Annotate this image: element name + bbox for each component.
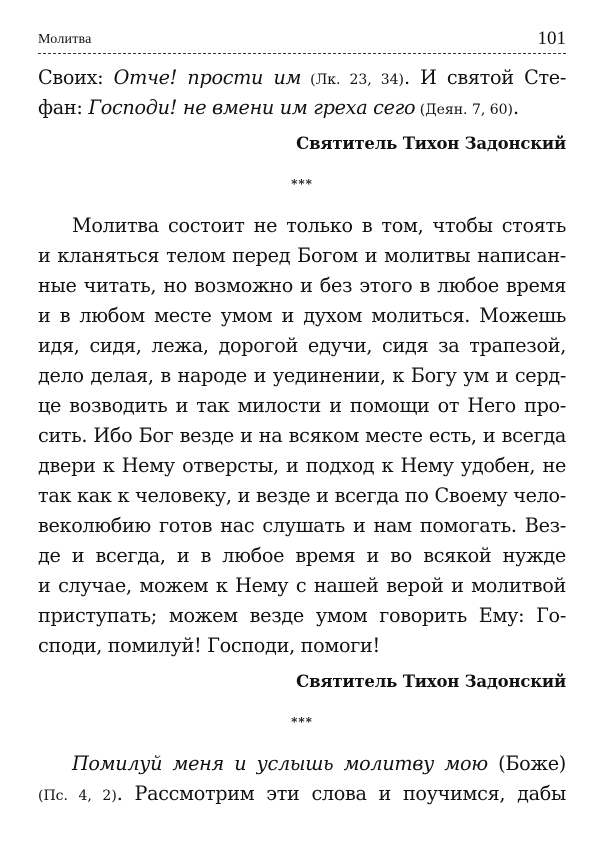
text-line: и в любом месте умом и духом молиться. Можешь [38,304,566,327]
text-run: . Рассмотрим эти слова и поучимся, дабы [116,782,566,805]
scripture-quote: Отче! прости им [113,66,302,89]
scripture-reference: (Деян. 7, 60) [415,102,514,118]
text-run: . И святой Сте- [404,66,566,89]
text-line: споди, помилуй! Господи, помоги! [38,634,380,657]
text-line: Молитва состоит не только в том, чтобы стоять [72,214,566,237]
text-run: фан: [38,96,89,119]
attribution: Святитель Тихон Задонский [296,672,566,691]
attribution: Святитель Тихон Задонский [296,134,566,153]
page-number: 101 [537,28,566,49]
text-line: двери к Нему отверсты, и подход к Нему удобен, не [38,454,566,477]
text-line [38,93,566,123]
text-run: . [513,96,519,119]
text-line: де и всегда, и в любое время и во всякой нужде [38,544,566,567]
text-line: и кланяться телом перед Богом и молитвы написан- [38,244,566,267]
section-separator: *** [291,177,313,191]
scripture-quote: Господи! не вмени им греха сего [88,96,416,119]
text-line: и случае, можем к Нему с нашей верой и молитвой [38,574,566,597]
text-run: Своих: [38,66,114,89]
text-line [38,63,566,93]
scripture-reference: (Пс. 4, 2) [38,788,117,804]
text-line: так как к человеку, и везде и всегда по Своему чело- [38,484,566,507]
running-title: Молитва [38,32,92,47]
text-run: (Боже) [487,752,566,775]
header-divider [38,53,566,54]
text-line: дело делая, в народе и уединении, к Богу ум и серд- [38,364,566,387]
text-line [38,779,566,809]
running-head [38,28,566,50]
text-line: ные читать, но возможно и без этого в любое время [38,274,566,297]
scripture-quote: Помилуй меня и услышь молитву мою [72,752,488,775]
text-line: веколюбию готов нас слушать и нам помогать. Вез- [38,514,566,537]
text-line: приступать; можем везде умом говорить Ему: Го- [38,604,566,627]
page-body [38,63,566,809]
text-line: це возводить и так милости и помощи от Него про- [38,394,566,417]
text-line: идя, сидя, лежа, дорогой едучи, сидя за трапезой, [38,334,566,357]
scripture-reference: (Лк. 23, 34) [301,72,404,88]
text-line: сить. Ибо Бог везде и на всяком месте есть, и всегда [38,424,566,447]
section-separator: *** [291,715,313,729]
text-line [38,749,566,779]
